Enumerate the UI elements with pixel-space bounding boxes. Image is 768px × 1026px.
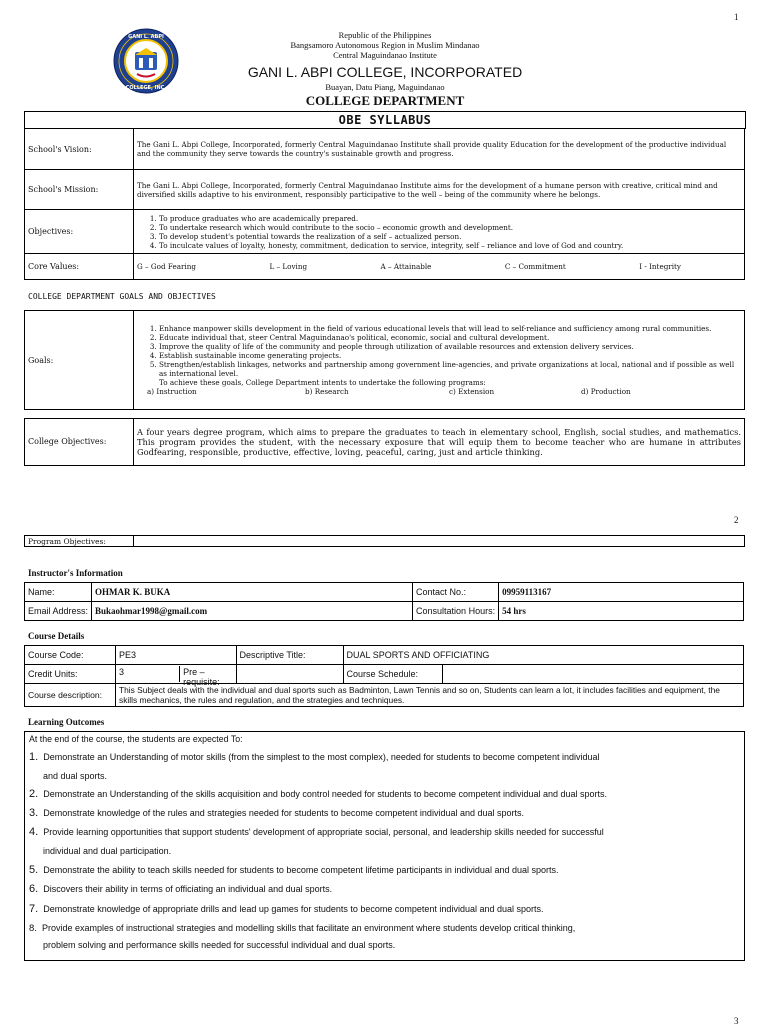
course-schedule-label: Course Schedule: xyxy=(343,665,442,684)
learning-outcome-item xyxy=(29,920,738,954)
mission-label: School's Mission: xyxy=(25,170,134,210)
vision-text: The Gani L. Abpi College, Incorporated, formerly Central Maguindanao Institute shall provide quality Education for the development of the productive individual and the community they serve towards the country's sustainable growth and progress. xyxy=(134,129,745,170)
page-number: 1 xyxy=(734,12,739,22)
college-seal-logo xyxy=(113,28,179,94)
course-schedule xyxy=(442,665,743,684)
learning-outcome-item xyxy=(29,804,738,823)
contact-number: 09959113167 xyxy=(499,583,744,602)
country-line: Republic of the Philippines xyxy=(338,30,432,40)
outcome-number: 6. xyxy=(29,883,39,895)
college-address: Buayan, Datu Piang, Maguindanao xyxy=(325,82,445,92)
contact-label: Contact No.: xyxy=(413,583,499,602)
email-address: Bukaohmar1998@gmail.com xyxy=(92,602,413,621)
learning-outcome-item xyxy=(29,823,738,860)
course-description: This Subject deals with the individual and dual sports such as Badminton, Lawn Tennis and so on, Students can learn a lot, it includes facilities and equipment, the skills mechanics, the rules and regulation, and the strategies and techniques. xyxy=(116,684,744,707)
program-objectives-label: Program Objectives: xyxy=(25,536,134,547)
prerequisite-value xyxy=(236,665,343,684)
name-label: Name: xyxy=(25,583,92,602)
dept-goals-heading: COLLEGE DEPARTMENT GOALS AND OBJECTIVES xyxy=(28,292,216,301)
course-code: PE3 xyxy=(116,646,237,665)
syllabus-title: OBE SYLLABUS xyxy=(24,111,746,129)
objectives-label: Objectives: xyxy=(25,210,134,254)
consultation-label: Consultation Hours: xyxy=(413,602,499,621)
college-objectives-table xyxy=(24,418,745,466)
instructor-table xyxy=(24,582,744,621)
prerequisite-label: Pre – requisite: xyxy=(183,667,220,687)
goal-item: 4. Establish sustainable income generating projects. xyxy=(159,351,741,360)
region-line: Bangsamoro Autonomous Region in Muslim Mindanao xyxy=(290,40,480,50)
descriptive-title: DUAL SPORTS AND OFFICIATING xyxy=(343,646,743,665)
outcome-number: 4. xyxy=(29,826,39,838)
core-value: G – God Fearing xyxy=(137,262,196,271)
core-value: A – Attainable xyxy=(380,262,432,271)
svg-text:GANI L. ABPI: GANI L. ABPI xyxy=(128,34,164,40)
program-objectives-value xyxy=(134,536,745,547)
institute-line: Central Maguindanao Institute xyxy=(333,50,437,60)
objective-item: 2. To undertake research which would contribute to the socio – economic growth and development. xyxy=(159,223,741,232)
learning-outcome-item xyxy=(29,748,738,785)
instructor-name: OHMAR K. BUKA xyxy=(92,583,413,602)
program-item: b) Research xyxy=(305,387,349,396)
outcome-text: Discovers their ability in terms of officiating an individual and dual sports. xyxy=(43,884,333,894)
svg-text:COLLEGE, INC.: COLLEGE, INC. xyxy=(125,85,167,91)
email-label: Email Address: xyxy=(25,602,92,621)
objectives-list xyxy=(134,210,745,254)
school-info-table xyxy=(24,128,745,280)
goals-achieve-text: To achieve these goals, College Department intents to undertake the following programs: xyxy=(159,378,486,387)
goal-item: 2. Educate individual that, steer Central Maguindanao's political, economic, social and cultural development. xyxy=(159,333,741,342)
course-table xyxy=(24,645,744,707)
goals-table xyxy=(24,310,745,410)
learning-outcomes-box xyxy=(24,731,745,961)
outcome-number: 1. xyxy=(29,751,39,763)
goal-item: 5. Strengthen/establish linkages, networks and partnership among government line-agencies, and private organizations at local, national and if possible as well as international level. xyxy=(159,360,741,378)
goal-item: 3. Improve the quality of life of the community and people through utilization of available resources and extension delivery services. xyxy=(159,342,741,351)
objective-item: 3. To develop student's potential towards the realization of a self – actualized person. xyxy=(159,232,741,241)
descriptive-title-label: Descriptive Title: xyxy=(236,646,343,665)
mission-text: The Gani L. Abpi College, Incorporated, formerly Central Maguindanao Institute aims for the development of a humane person with creative, critical mind and diversified skills adaptive to his environment, responsibly participative to the well – being of the community where he belongs. xyxy=(134,170,745,210)
core-value: C – Commitment xyxy=(504,262,566,271)
course-details-heading: Course Details xyxy=(28,631,85,641)
learning-outcomes-intro: At the end of the course, the students are expected To: xyxy=(29,734,243,744)
credit-units: 3 xyxy=(116,666,180,682)
outcome-text: Demonstrate an Understanding of motor skills (from the simplest to the most complex), needed for students to become competent individual xyxy=(43,752,600,762)
outcome-text: Demonstrate an Understanding of the skills acquisition and body control needed for students to become competent individual and dual sports. xyxy=(43,789,608,799)
goals-label: Goals: xyxy=(25,311,134,410)
learning-outcomes-heading: Learning Outcomes xyxy=(28,717,105,727)
outcome-number: 7. xyxy=(29,903,39,915)
learning-outcome-item xyxy=(29,785,738,804)
outcome-text: Provide examples of instructional strategies and modelling skills that facilitate an environment where students develop critical thinking, xyxy=(41,923,576,933)
vision-label: School's Vision: xyxy=(25,129,134,170)
outcome-text: Demonstrate knowledge of the rules and strategies needed for students to become competent individual and dual sports. xyxy=(43,808,524,818)
goal-item: 1. Enhance manpower skills development in the field of various educational levels that will lead to self-reliance and sufficiency among rural communities. xyxy=(159,324,741,333)
core-value: I - Integrity xyxy=(639,262,681,271)
program-item: a) Instruction xyxy=(147,387,197,396)
objective-item: 1. To produce graduates who are academically prepared. xyxy=(159,214,741,223)
outcome-text-cont: problem solving and performance skills needed for successful individual and dual sports. xyxy=(43,940,396,950)
learning-outcome-item xyxy=(29,880,738,899)
credit-units-label: Credit Units: xyxy=(25,665,116,684)
outcome-text-cont: and dual sports. xyxy=(43,770,108,781)
page-number: 3 xyxy=(734,1016,739,1026)
instructor-heading: Instructor's Information xyxy=(28,568,123,578)
college-name: GANI L. ABPI COLLEGE, INCORPORATED xyxy=(247,64,523,80)
college-objectives-text: A four years degree program, which aims to prepare the graduates to teach in elementary school, English, social studies, and mathematics. This program provides the student, with the necessary exposure that will equip them to become teacher who are humane in attributes Godfearing, responsible, productive, effective, loving, peaceful, caring, just and article thinking. xyxy=(134,419,745,466)
outcome-text: Provide learning opportunities that support students' development of appropriate social, personal, and leadership skills needed for successful xyxy=(43,827,604,837)
course-description-label: Course description: xyxy=(25,684,116,707)
core-value: L – Loving xyxy=(269,262,308,271)
program-objectives-table xyxy=(24,535,745,547)
page-number: 2 xyxy=(734,515,739,525)
learning-outcome-item xyxy=(29,861,738,880)
outcome-text: Demonstrate the ability to teach skills needed for students to become competent lifetime participants in individual and dual sports. xyxy=(43,865,559,875)
department-title: COLLEGE DEPARTMENT xyxy=(305,93,465,108)
consultation-hours: 54 hrs xyxy=(499,602,744,621)
objective-item: 4. To inculcate values of loyalty, honesty, commitment, dedication to service, integrity, self – reliance and love of God and country. xyxy=(159,241,741,250)
core-values-label: Core Values: xyxy=(25,254,134,280)
outcome-text: Demonstrate knowledge of appropriate drills and lead up games for students to become competent individual and dual sports. xyxy=(43,904,544,914)
outcome-text-cont: individual and dual participation. xyxy=(43,845,172,856)
outcome-number: 2. xyxy=(29,788,39,800)
outcome-number: 3. xyxy=(29,807,39,819)
program-item: c) Extension xyxy=(449,387,495,396)
learning-outcome-item xyxy=(29,900,738,919)
college-objectives-label: College Objectives: xyxy=(25,419,134,466)
program-item: d) Production xyxy=(581,387,631,396)
outcome-number: 5. xyxy=(29,864,39,876)
goals-content xyxy=(134,311,745,410)
course-code-label: Course Code: xyxy=(25,646,116,665)
outcome-number: 8. xyxy=(29,923,37,934)
core-values xyxy=(134,254,745,280)
